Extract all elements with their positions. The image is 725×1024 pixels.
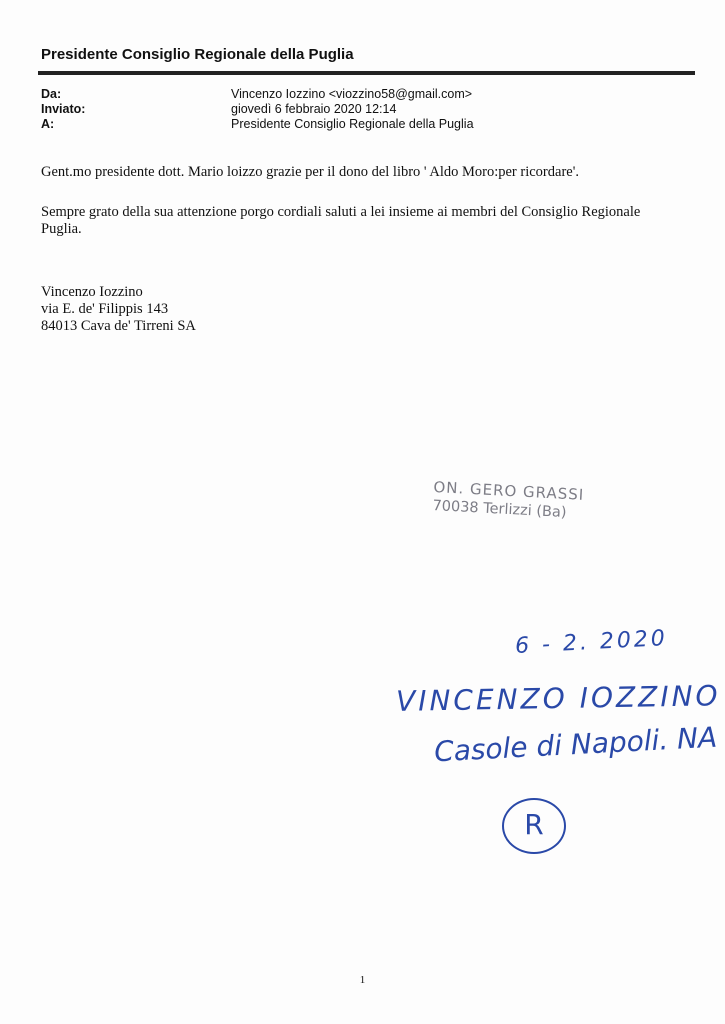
signature-block	[41, 284, 196, 335]
handwritten-circled-mark	[502, 798, 566, 854]
handwritten-name: VINCENZO IOZZINO	[395, 679, 721, 718]
organization-title: Presidente Consiglio Regionale della Puglia	[41, 46, 354, 63]
page-number: 1	[359, 974, 366, 986]
from-label: Da:	[41, 87, 62, 101]
body-paragraph-1: Gent.mo presidente dott. Mario loizzo grazie per il dono del libro ' Aldo Moro:per ricordare'.	[41, 164, 579, 180]
stamp-line-2: 70038 Terlizzi (Ba)	[432, 497, 567, 521]
body-paragraph-2: Sempre grato della sua attenzione porgo cordiali saluti a lei insieme ai membri del Consiglio Regionale Puglia.	[41, 204, 641, 237]
handwritten-city: Casole di Napoli. NA	[433, 720, 718, 769]
to-label: A:	[41, 117, 55, 131]
stamp-line-1: ON. GERO GRASSI	[433, 478, 585, 504]
handwritten-date: 6 - 2. 2020	[514, 626, 669, 659]
sent-label: Inviato:	[41, 102, 86, 116]
sent-value: giovedì 6 febbraio 2020 12:14	[231, 102, 397, 116]
circled-mark-letter: R	[524, 808, 544, 841]
header-rule	[38, 71, 695, 75]
signature-city: 84013 Cava de' Tirreni SA	[41, 318, 196, 334]
from-value: Vincenzo Iozzino <viozzino58@gmail.com>	[231, 87, 473, 101]
office-stamp	[432, 478, 585, 522]
signature-name: Vincenzo Iozzino	[41, 284, 143, 300]
signature-street: via E. de' Filippis 143	[41, 301, 169, 317]
to-value: Presidente Consiglio Regionale della Puglia	[231, 117, 474, 131]
